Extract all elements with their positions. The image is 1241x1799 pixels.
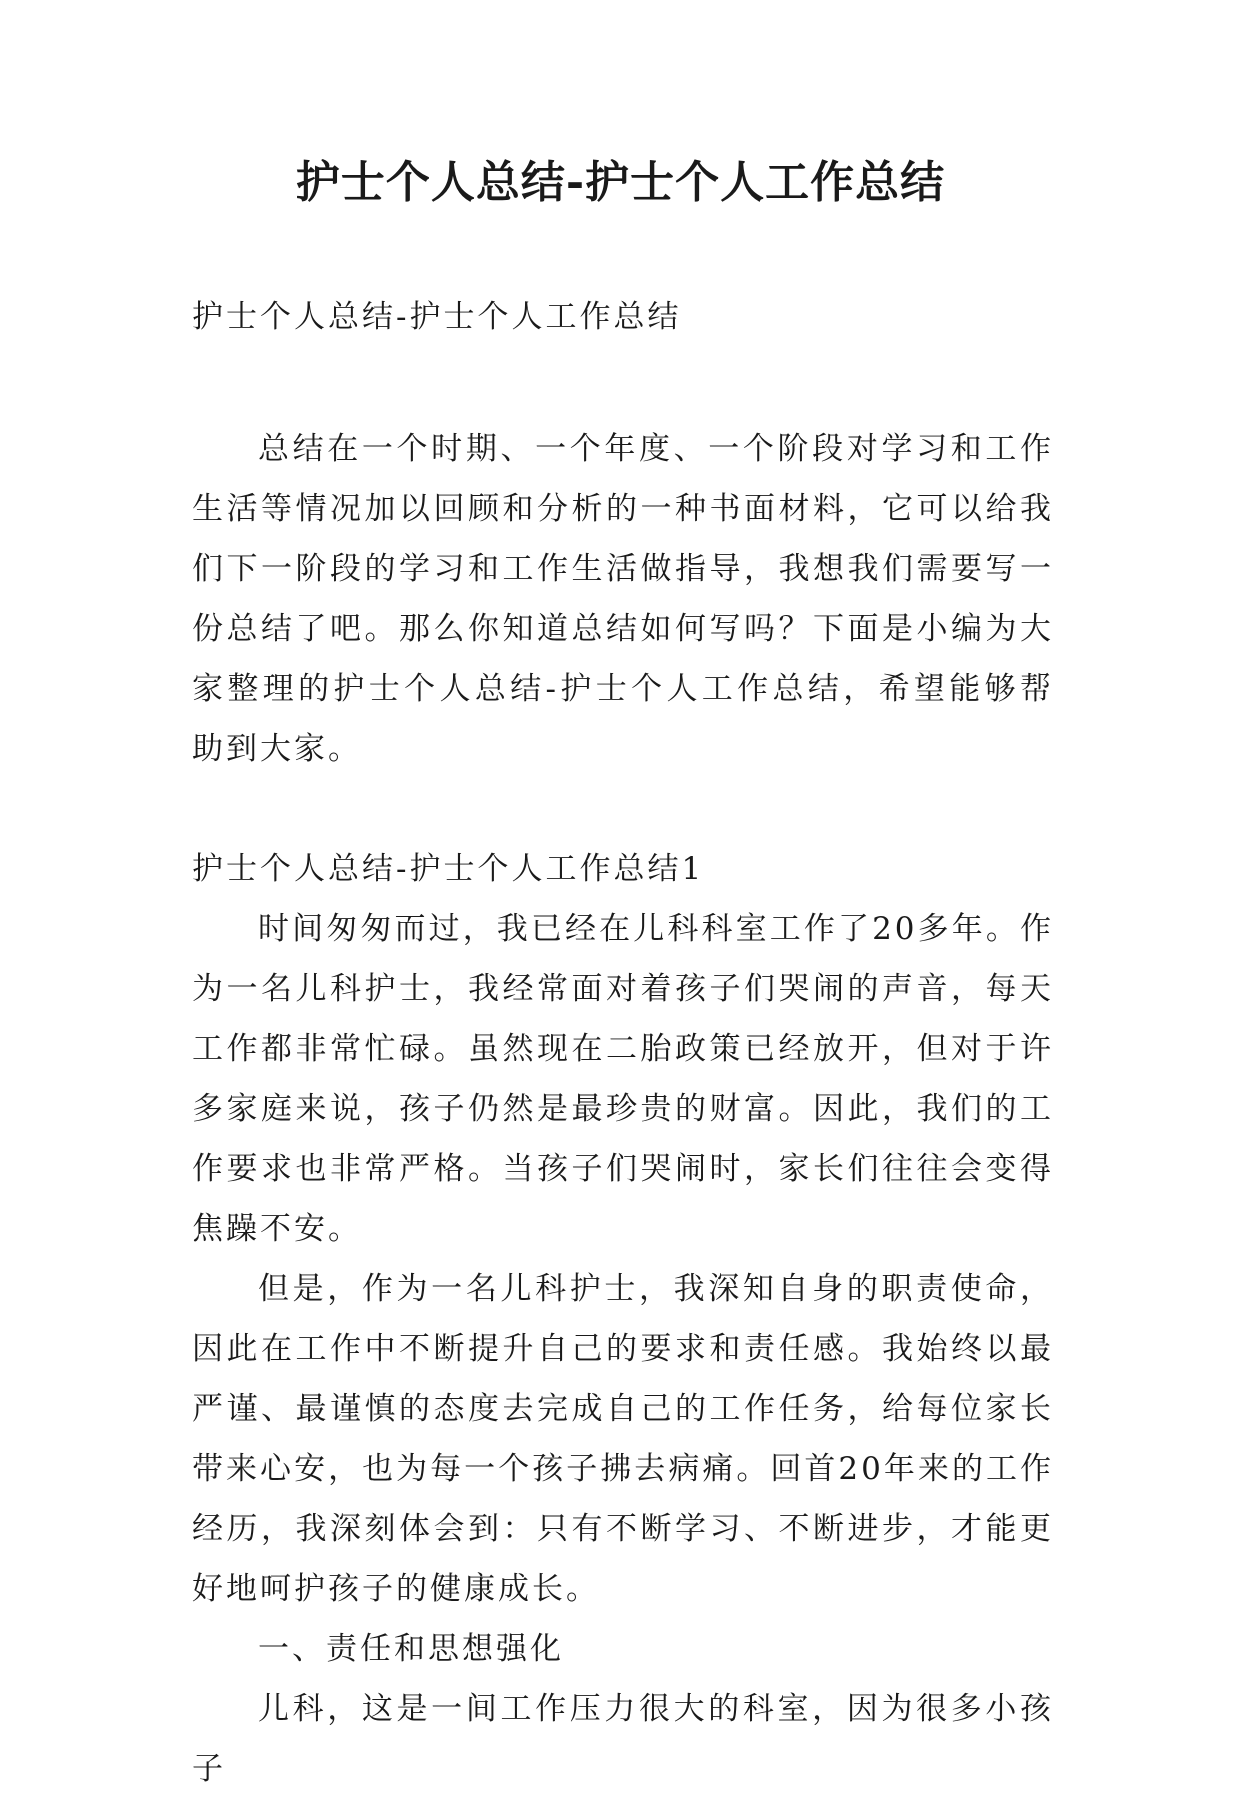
body-paragraph: 时间匆匆而过，我已经在儿科科室工作了20多年。作为一名儿科护士，我经常面对着孩子们哭闹的声音，每天工作都非常忙碌。虽然现在二胎政策已经放开，但对于许多家庭来说，孩子仍然是最珍贵的财富。因此，我们的工作要求也非常严格。当孩子们哭闹时，家长们往往会变得焦躁不安。 bbox=[192, 911, 1054, 1247]
intro-paragraph: 总结在一个时期、一个年度、一个阶段对学习和工作生活等情况加以回顾和分析的一种书面材料，它可以给我们下一阶段的学习和工作生活做指导，我想我们需要写一份总结了吧。那么你知道总结如何写吗？下面是小编为大家整理的护士个人总结-护士个人工作总结，希望能够帮助到大家。 bbox=[192, 431, 1054, 767]
document-title: 护士个人总结-护士个人工作总结 bbox=[295, 157, 946, 208]
document-subtitle: 护士个人总结-护士个人工作总结 bbox=[192, 299, 682, 335]
body-paragraph: 儿科，这是一间工作压力很大的科室，因为很多小孩子 bbox=[192, 1691, 1054, 1787]
document-body bbox=[192, 287, 1054, 1799]
body-paragraph: 但是，作为一名儿科护士，我深知自身的职责使命，因此在工作中不断提升自己的要求和责任感。我始终以最严谨、最谨慎的态度去完成自己的工作任务，给每位家长带来心安，也为每一个孩子拂去病痛。回首20年来的工作经历，我深刻体会到：只有不断学习、不断进步，才能更好地呵护孩子的健康成长。 bbox=[192, 1271, 1054, 1607]
section-heading: 护士个人总结-护士个人工作总结1 bbox=[192, 851, 705, 887]
subsection-heading: 一、责任和思想强化 bbox=[258, 1631, 564, 1667]
